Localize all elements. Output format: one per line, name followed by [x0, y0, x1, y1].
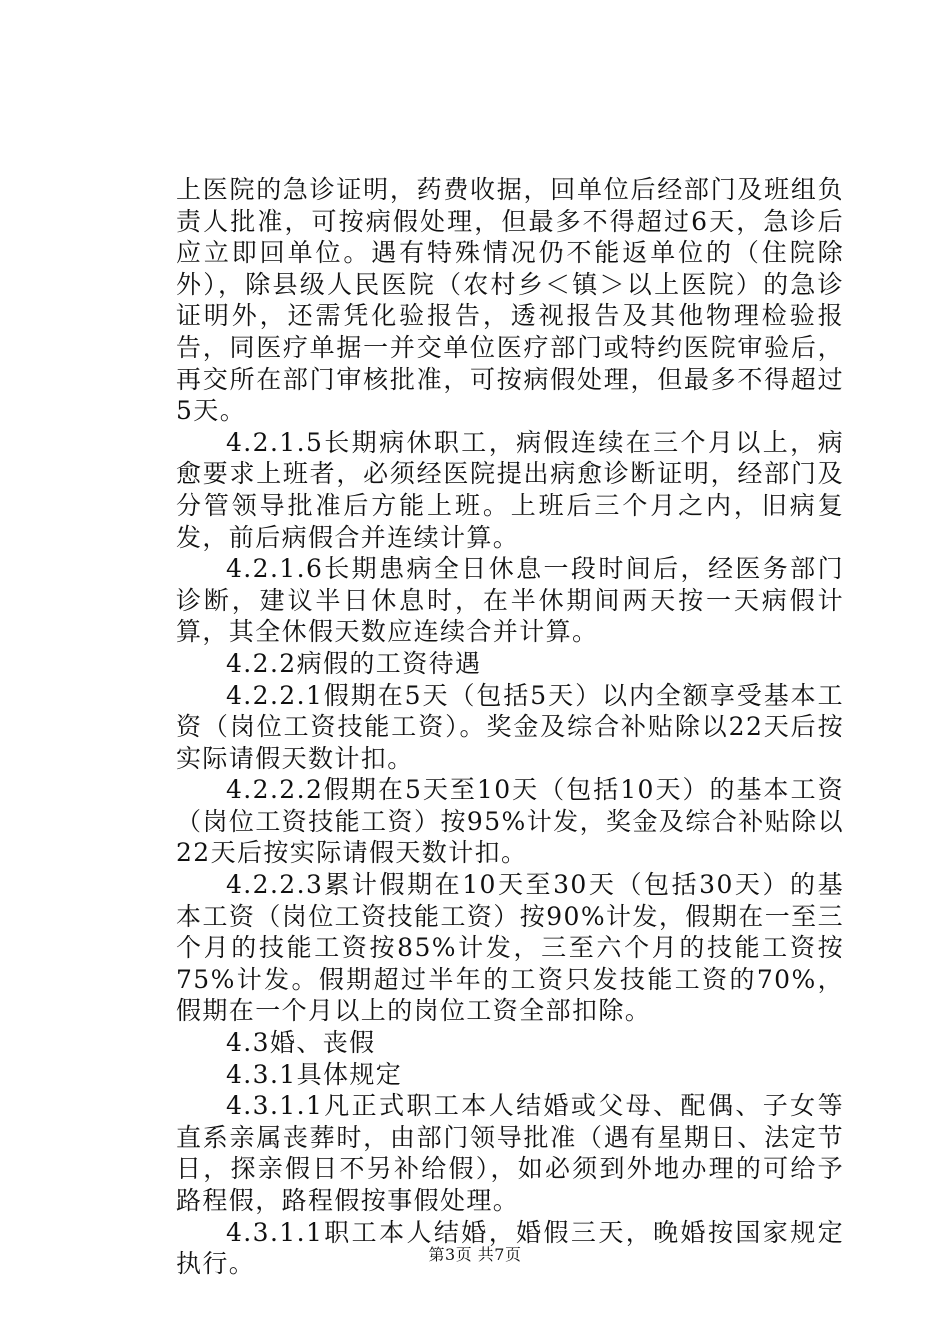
- heading-4-2-2: 4.2.2病假的工资待遇: [226, 648, 482, 678]
- paragraph-emergency-certificate: 上医院的急诊证明，药费收据，回单位后经部门及班组负责人批准，可按病假处理，但最多不得超过6天，急诊后应立即回单位。遇有特殊情况仍不能返单位的（住院除外），除县级人民医院（农村乡＜镇＞以上医院）的急诊证明外，还需凭化验报告，透视报告及其他物理检验报告，同医疗单据一并交单位医疗部门或特约医院审验后，再交所在部门审核批准，可按病假处理，但最多不得超过5天。: [176, 175, 844, 426]
- paragraph-4-3-1-1-marriage: 4.3.1.1职工本人结婚，婚假三天，晚婚按国家规定执行。: [176, 1217, 844, 1279]
- paragraph-4-2-1-6: 4.2.1.6长期患病全日休息一段时间后，经医务部门诊断，建议半日休息时，在半休期间两天按一天病假计算，其全休假天数应连续合并计算。: [176, 554, 844, 647]
- heading-4-3: 4.3婚、丧假: [226, 1028, 376, 1058]
- heading-4-3-1: 4.3.1具体规定: [226, 1059, 403, 1089]
- paragraph-4-2-2-2: 4.2.2.2假期在5天至10天（包括10天）的基本工资（岗位工资技能工资）按95%计发，奖金及综合补贴除以22天后按实际请假天数计扣。: [176, 775, 844, 868]
- paragraph-4-2-2-1: 4.2.2.1假期在5天（包括5天）以内全额享受基本工资（岗位工资技能工资）。奖金及综合补贴除以22天后按实际请假天数计扣。: [176, 680, 844, 773]
- document-body: [176, 174, 844, 1280]
- paragraph-4-2-2-3: 4.2.2.3累计假期在10天至30天（包括30天）的基本工资（岗位工资技能工资）按90%计发，假期在一至三个月的技能工资按85%计发，三至六个月的技能工资按75%计发。假期超过半年的工资只发技能工资的70%，假期在一个月以上的岗位工资全部扣除。: [176, 870, 844, 1026]
- paragraph-4-3-1-1: 4.3.1.1凡正式职工本人结婚或父母、配偶、子女等直系亲属丧葬时，由部门领导批准（遇有星期日、法定节日，探亲假日不另补给假），如必须到外地办理的可给予路程假，路程假按事假处理。: [176, 1091, 844, 1215]
- page-number-footer: 第3页 共7页: [428, 1245, 522, 1264]
- paragraph-4-2-1-5: 4.2.1.5长期病休职工，病假连续在三个月以上，病愈要求上班者，必须经医院提出病愈诊断证明，经部门及分管领导批准后方能上班。上班后三个月之内，旧病复发，前后病假合并连续计算。: [176, 427, 844, 552]
